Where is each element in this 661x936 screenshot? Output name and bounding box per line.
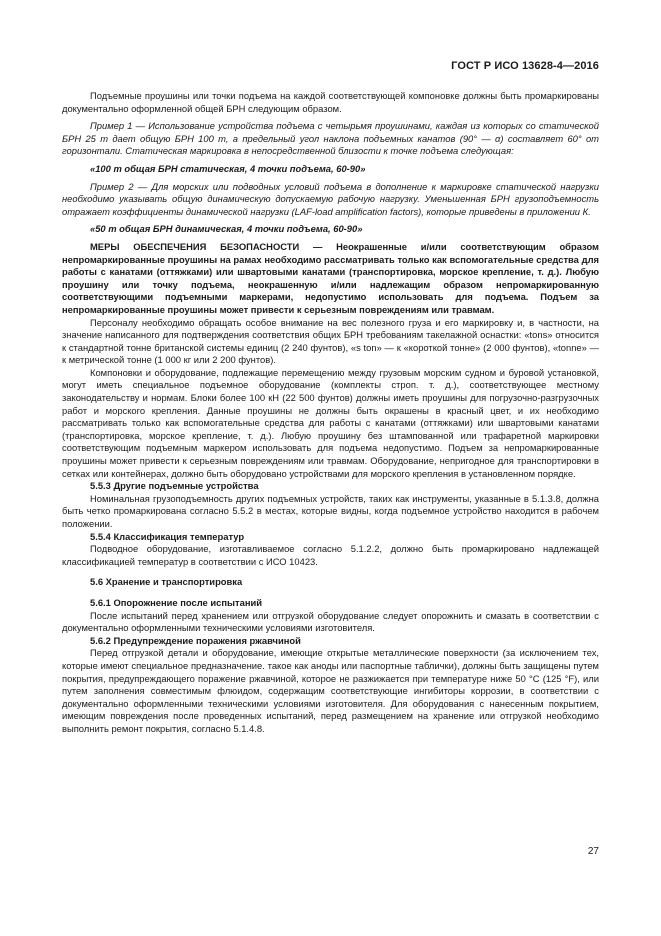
paragraph-assemblies: Компоновки и оборудование, подлежащие перемещению между грузовым морским судном и буровой установкой, могут иметь специальное подъемное оборудование (комплекты строп. т. д.), соответствующее местному законодательству и нормам. Блоки более 100 кН (22 500 фунтов) должны иметь проушины для погрузочно-разгрузочных работ и морского крепления. Данные проушины не должны быть окрашены в красный цвет, и их необходимо рассматривать только как вспомогательные средства для работы с канатами (оттяжками) или швартовыми канатами (транспортировка, морское крепление, т. д.). Любую проушину без штампованной или трафаретной маркировки соответствующим подъемным маркером использовать для подъема недопустимо. Подъем за непромаркированные проушины может привести к серьезным повреждениям или травмам. Оборудование, непригодное для транспортировки в сетках или контейнерах, должно быть оборудовано устройствами для морского крепления в установленном порядке. xyxy=(62,366,599,479)
paragraph-draining: После испытаний перед хранением или отгрузкой оборудование следует опорожнить и смазать в соответствии с документально оформленными техническими условиями изготовителя. xyxy=(62,609,599,634)
heading-5-6-1: 5.6.1 Опорожнение после испытаний xyxy=(90,596,263,608)
example-2: Пример 2 — Для морских или подводных условий подъема в дополнение к маркировке статической нагрузки необходимо указывать общую динамическую допускаемую рабочую нагрузку. Уменьшенная БРН грузоподъемность отражает коэффициенты динамической нагрузки (LAF-load amplification factors), которые приведены в приложении К. xyxy=(62,180,599,217)
document-body xyxy=(62,90,599,736)
paragraph-temperature: Подводное оборудование, изготавливаемое согласно 5.1.2.2, должно быть промаркировано надлежащей классификацией температур в соответствии с ИСО 10423. xyxy=(62,543,599,567)
paragraph-personnel: Персоналу необходимо обращать особое внимание на вес полезного груза и его маркировку и, в частности, на значение написанного для подтверждения соответствия общих БРН требованиям такелажной оснастки: «tons» относится к стандартной тонне британской системы единиц (2 240 фунтов), «s ton» — к «короткой тонне» (2 000 фунтов), «tonne» — к метрической тонне (1 000 кг или 2 200 фунтов). xyxy=(62,316,599,366)
safety-warning: МЕРЫ ОБЕСПЕЧЕНИЯ БЕЗОПАСНОСТИ — Неокрашенные и/или соответствующим образом непромаркированные проушины на рамах необходимо рассматривать только как вспомогательные средства для работы с канатами (оттяжками) или швартовыми канатами (транспортировка, морское крепление, т. д.). Любую проушину или точку подъема, неокрашенную и/или надлежащим образом непромаркированную соответствующими подъемными маркерами, недопустимо использовать для подъема. Подъем за непромаркированные проушины может привести к серьезным повреждениям или травмам. xyxy=(62,240,599,315)
heading-5-5-4: 5.5.4 Классификация температур xyxy=(90,530,245,542)
page-number: 27 xyxy=(587,846,599,857)
heading-5-6-2: 5.6.2 Предупреждение поражения ржавчиной xyxy=(90,634,301,646)
standard-header: ГОСТ Р ИСО 13628-4—2016 xyxy=(451,60,599,72)
example-1-marking: «100 т общая БРН статическая, 4 точки подъема, 60-90» xyxy=(90,162,366,174)
example-1: Пример 1 — Использование устройства подъема с четырьмя проушинами, каждая из которых со статической БРН 25 т дает общую БРН 100 т, а предельный угол наклона подъемных канатов (90° — α) составляет 60° от горизонтали. Статическая маркировка в непосредственной близости к точке подъема следующая: xyxy=(62,120,599,157)
paragraph-other-devices: Номинальная грузоподъемность других подъемных устройств, таких как инструменты, указанные в 5.1.3.8, должна быть четко промаркирована согласно 5.5.2 в местах, которые видны, когда подъемное устройство находится в рабочем положении. xyxy=(62,492,599,529)
heading-5-5-3: 5.5.3 Другие подъемные устройства xyxy=(90,480,259,492)
heading-5-6: 5.6 Хранение и транспортировка xyxy=(90,576,243,588)
paragraph-rust-prevention: Перед отгрузкой детали и оборудование, имеющие открытые металлические поверхности (за исключением тех, которые имеют специальное предназначение. такое как аноды или паспортные таблички), должны быть защищены путем покрытия, предупреждающего поражение ржавчиной, которое не разжижается при температуре ниже 50 °С (125 °F), или путем заполнения совместимым флюидом, содержащим соответствующие ингибиторы коррозии, в соответствии с документально оформленными техническими условиями изготовителя. Для оборудования с нанесенным покрытием, имеющим повреждения после проведенных испытаний, перед размещением на хранение или отгрузкой необходимо выполнить ремонт покрытия, согласно 5.1.4.8. xyxy=(62,647,599,734)
paragraph-marking-intro: Подъемные проушины или точки подъема на каждой соответствующей компоновке должны быть промаркированы документально оформленной общей БРН следующим образом. xyxy=(62,90,599,114)
example-2-marking: «50 т общая БРН динамическая, 4 точки подъема, 60-90» xyxy=(90,223,363,235)
